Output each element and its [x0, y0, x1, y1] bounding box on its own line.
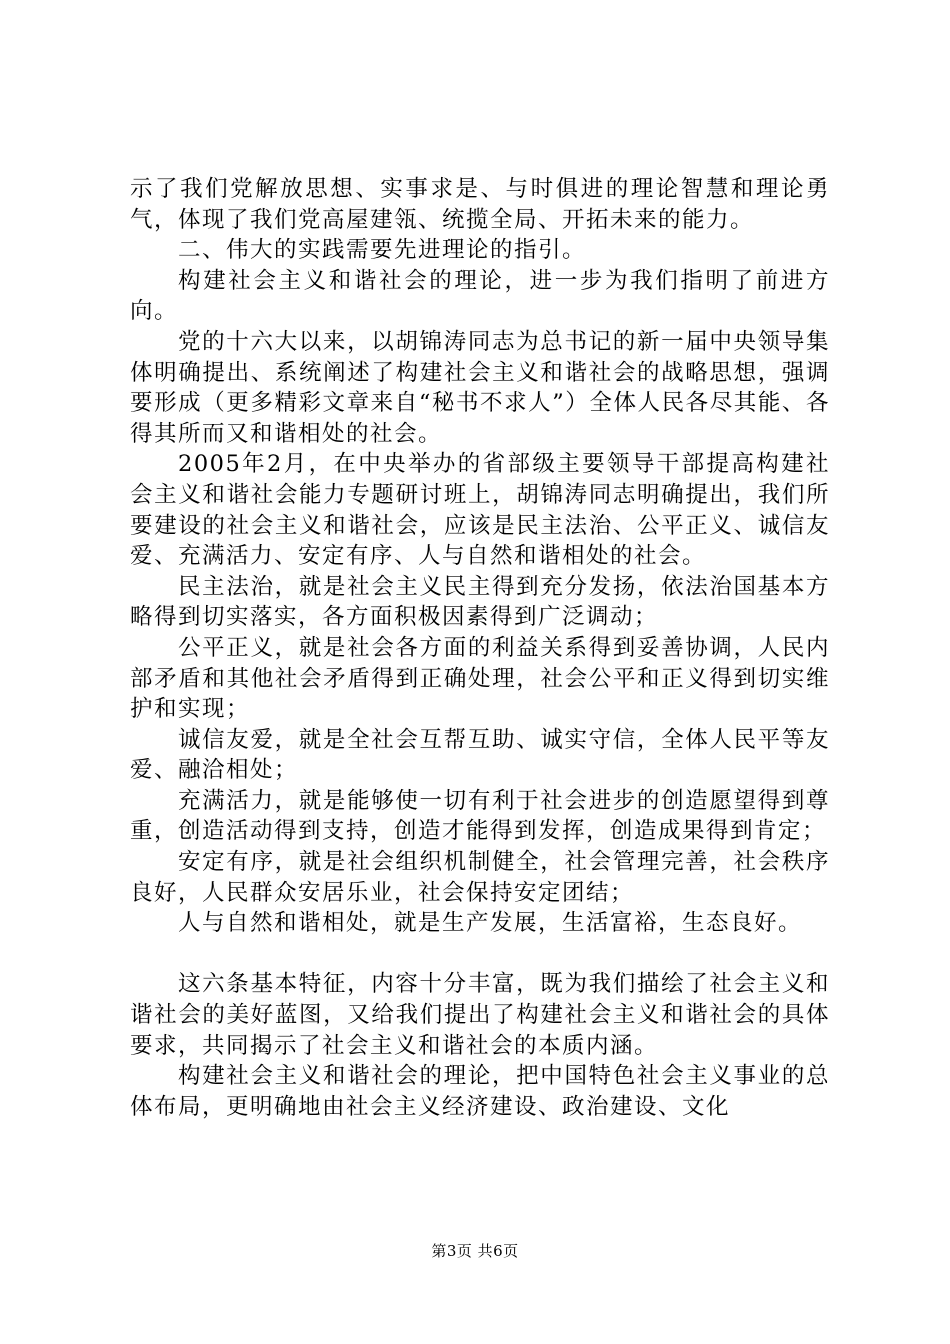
section-heading: 二、伟大的实践需要先进理论的指引。 [178, 237, 587, 264]
document-body [130, 174, 830, 1122]
page-number-footer: 第3页 共6页 [431, 1242, 519, 1260]
paragraph: 这六条基本特征，内容十分丰富，既为我们描绘了社会主义和谐社会的美好蓝图，又给我们提出了构建社会主义和谐社会的具体要求，共同揭示了社会主义和谐社会的本质内涵。 [130, 971, 830, 1059]
paragraph: 构建社会主义和谐社会的理论，把中国特色社会主义事业的总体布局，更明确地由社会主义经济建设、政治建设、文化 [130, 1063, 830, 1120]
paragraph: 公平正义，就是社会各方面的利益关系得到妥善协调，人民内部矛盾和其他社会矛盾得到正确处理，社会公平和正义得到切实维护和实现； [130, 634, 830, 723]
paragraph: 2005年2月，在中央举办的省部级主要领导干部提高构建社会主义和谐社会能力专题研讨班上，胡锦涛同志明确提出，我们所要建设的社会主义和谐社会，应该是民主法治、公平正义、诚信友爱、充满活力、安定有序、人与自然和谐相处的社会。 [130, 451, 830, 570]
paragraph: 充满活力，就是能够使一切有利于社会进步的创造愿望得到尊重，创造活动得到支持，创造才能得到发挥，创造成果得到肯定； [130, 787, 830, 845]
paragraph: 构建社会主义和谐社会的理论，进一步为我们指明了前进方向。 [130, 267, 830, 325]
paragraph: 民主法治，就是社会主义民主得到充分发扬，依法治国基本方略得到切实落实，各方面积极因素得到广泛调动； [130, 573, 830, 631]
paragraph: 人与自然和谐相处，就是生产发展，生活富裕，生态良好。 [178, 910, 803, 937]
paragraph: 党的十六大以来，以胡锦涛同志为总书记的新一届中央领导集体明确提出、系统阐述了构建社会主义和谐社会的战略思想，强调要形成（更多精彩文章来自“秘书不求人”）全体人民各尽其能、各得其所而又和谐相处的社会。 [130, 328, 830, 447]
paragraph: 示了我们党解放思想、实事求是、与时俱进的理论智慧和理论勇气，体现了我们党高屋建瓴、统揽全局、开拓未来的能力。 [130, 176, 830, 233]
paragraph: 诚信友爱，就是全社会互帮互助、诚实守信，全体人民平等友爱、融洽相处； [130, 726, 830, 784]
paragraph: 安定有序，就是社会组织机制健全，社会管理完善，社会秩序良好，人民群众安居乐业，社会保持安定团结； [130, 849, 830, 906]
